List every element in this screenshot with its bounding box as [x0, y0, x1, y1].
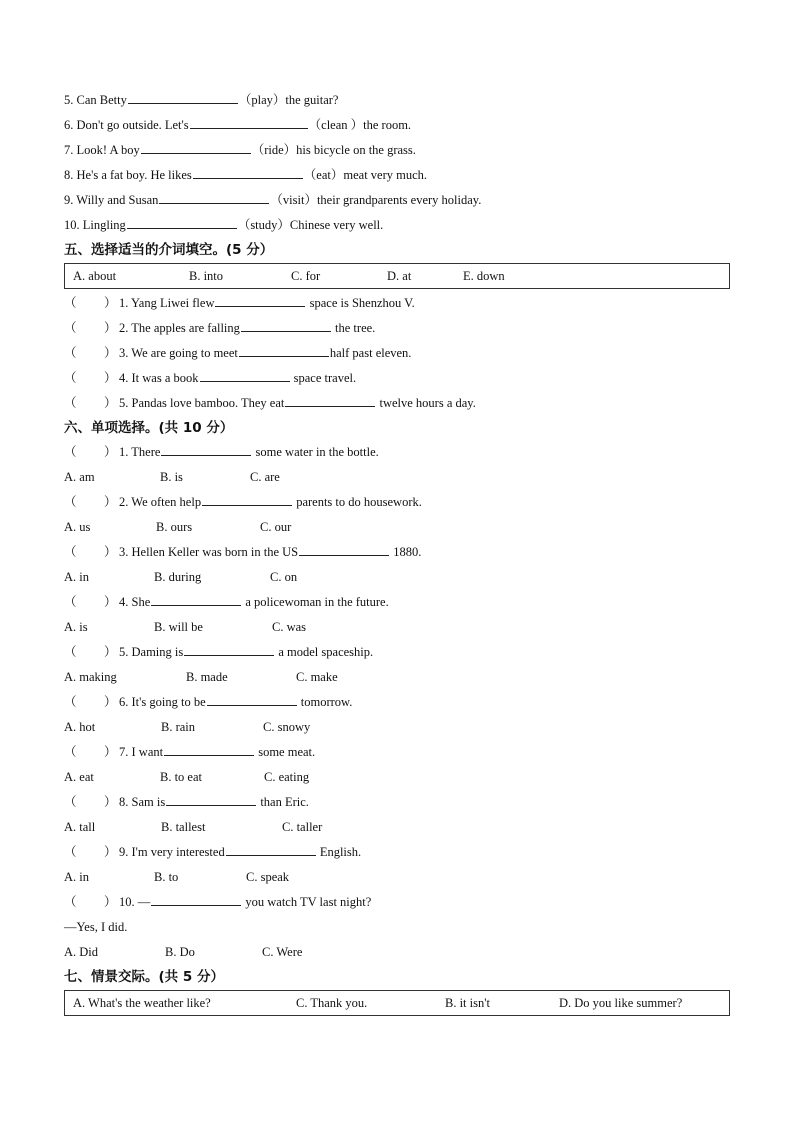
dialogue-option: C. Thank you. [296, 996, 368, 1010]
answer-paren-close: ） [104, 296, 117, 310]
s6-options-6 [64, 715, 730, 740]
answer-paren-open[interactable]: （ [64, 321, 77, 335]
option-c[interactable]: C. taller [282, 820, 323, 834]
question-text: space travel. [293, 371, 357, 385]
word-bank-option: A. about [73, 269, 117, 283]
s6-question-9 [64, 840, 730, 865]
fill-item-text: the guitar? [285, 93, 339, 107]
option-b[interactable]: B. to [154, 870, 179, 884]
option-b[interactable]: B. to eat [160, 770, 203, 784]
fill-item-6 [64, 113, 730, 138]
question-text: 5. Pandas love bamboo. They eat [119, 396, 285, 410]
s6-options-1 [64, 465, 730, 490]
question-text: some meat. [258, 745, 316, 759]
answer-blank[interactable] [226, 841, 316, 856]
option-a[interactable]: A. is [64, 620, 88, 634]
section-7-option-bank [64, 990, 730, 1016]
answer-paren-open[interactable]: （ [64, 595, 77, 609]
option-c[interactable]: C. eating [264, 770, 310, 784]
verb-hint: （play） [238, 93, 286, 107]
question-text: 4. It was a book [119, 371, 199, 385]
answer-paren-close: ） [104, 495, 117, 509]
fill-item-5 [64, 88, 730, 113]
option-a[interactable]: A. us [64, 520, 91, 534]
dialogue-option: A. What's the weather like? [73, 996, 211, 1010]
s6-question-3 [64, 540, 730, 565]
answer-paren-open[interactable]: （ [64, 845, 77, 859]
s6-question-6 [64, 690, 730, 715]
answer-blank[interactable] [151, 891, 241, 906]
option-b[interactable]: B. tallest [161, 820, 206, 834]
verb-hint: （visit） [270, 193, 317, 207]
fill-item-text: their grandparents every holiday. [316, 193, 482, 207]
answer-paren-open[interactable]: （ [64, 695, 77, 709]
s6-options-5 [64, 665, 730, 690]
fill-item-text: his bicycle on the grass. [296, 143, 416, 157]
dialogue-option: D. Do you like summer? [559, 996, 683, 1010]
question-text: 4. She [119, 595, 151, 609]
s6-options-8 [64, 815, 730, 840]
question-text: half past eleven. [329, 346, 412, 360]
option-b[interactable]: B. rain [161, 720, 196, 734]
option-c[interactable]: C. make [296, 670, 338, 684]
answer-blank[interactable] [127, 214, 237, 229]
verb-hint: （eat） [303, 168, 344, 182]
answer-paren-open[interactable]: （ [64, 745, 77, 759]
answer-paren-close: ） [104, 745, 117, 759]
question-text: 1880. [393, 545, 422, 559]
answer-paren-open[interactable]: （ [64, 545, 77, 559]
option-a[interactable]: A. am [64, 470, 95, 484]
question-text: a policewoman in the future. [245, 595, 389, 609]
question-text: space is Shenzhou V. [309, 296, 415, 310]
s6-options-7 [64, 765, 730, 790]
question-text: parents to do housework. [296, 495, 422, 509]
option-c[interactable]: C. are [250, 470, 280, 484]
answer-paren-close: ） [104, 545, 117, 559]
answer-paren-open[interactable]: （ [64, 371, 77, 385]
option-b[interactable]: B. during [154, 570, 202, 584]
s5-question-3 [64, 341, 730, 366]
s6-question-1 [64, 440, 730, 465]
question-text: 1. Yang Liwei flew [119, 296, 215, 310]
option-c[interactable]: C. on [270, 570, 298, 584]
question-text: 7. I want [119, 745, 164, 759]
s6-options-2 [64, 515, 730, 540]
question-text: a model spaceship. [278, 645, 374, 659]
s6-options-4 [64, 615, 730, 640]
answer-blank[interactable] [193, 164, 303, 179]
s6-question-2 [64, 490, 730, 515]
s6-answer-10: —Yes, I did. [64, 920, 128, 934]
s6-options-3 [64, 565, 730, 590]
word-bank-option: C. for [291, 269, 321, 283]
question-text: the tree. [335, 321, 376, 335]
question-text: 1. There [119, 445, 161, 459]
s6-question-7 [64, 740, 730, 765]
question-text: 3. We are going to meet [119, 346, 238, 360]
fill-item-text: 7. Look! A boy [64, 143, 140, 157]
answer-paren-open[interactable]: （ [64, 645, 77, 659]
option-a[interactable]: A. eat [64, 770, 94, 784]
answer-paren-open[interactable]: （ [64, 495, 77, 509]
answer-blank[interactable] [207, 691, 297, 706]
verb-hint: （clean ） [308, 118, 364, 132]
answer-paren-close: ） [104, 371, 117, 385]
fill-item-text: 9. Willy and Susan [64, 193, 159, 207]
s5-question-4 [64, 366, 730, 391]
answer-paren-open[interactable]: （ [64, 346, 77, 360]
fill-item-text: 5. Can Betty [64, 93, 127, 107]
answer-blank[interactable] [164, 741, 254, 756]
option-a[interactable]: A. making [64, 670, 117, 684]
option-c[interactable]: C. snowy [263, 720, 311, 734]
question-text: 2. We often help [119, 495, 202, 509]
answer-blank[interactable] [239, 342, 329, 357]
fill-item-8 [64, 163, 730, 188]
answer-paren-close: ） [104, 321, 117, 335]
s6-options-10 [64, 940, 730, 965]
question-text: 6. It's going to be [119, 695, 206, 709]
question-text: tomorrow. [300, 695, 353, 709]
verb-hint: （study） [237, 218, 290, 232]
answer-paren-close: ） [104, 445, 117, 459]
answer-paren-close: ） [104, 695, 117, 709]
question-text: some water in the bottle. [255, 445, 379, 459]
answer-blank[interactable] [128, 89, 238, 104]
word-bank-option: E. down [463, 269, 505, 283]
question-text: than Eric. [260, 795, 309, 809]
option-a[interactable]: A. in [64, 870, 89, 884]
answer-blank[interactable] [285, 392, 375, 407]
answer-paren-close: ） [104, 795, 117, 809]
answer-blank[interactable] [241, 317, 331, 332]
question-text: 9. I'm very interested [119, 845, 225, 859]
question-text: twelve hours a day. [379, 396, 476, 410]
question-text: 8. Sam is [119, 795, 166, 809]
worksheet-page [64, 88, 730, 1018]
option-b[interactable]: B. will be [154, 620, 203, 634]
question-text: 2. The apples are falling [119, 321, 240, 335]
answer-paren-open[interactable]: （ [64, 296, 77, 310]
verb-hint: （ride） [251, 143, 297, 157]
s6-question-10 [64, 890, 730, 915]
option-a[interactable]: A. hot [64, 720, 96, 734]
answer-blank[interactable] [166, 791, 256, 806]
answer-blank[interactable] [161, 441, 251, 456]
answer-blank[interactable] [215, 292, 305, 307]
answer-blank[interactable] [159, 189, 269, 204]
answer-paren-close: ） [104, 595, 117, 609]
question-text: 3. Hellen Keller was born in the US [119, 545, 299, 559]
fill-item-text: meat very much. [343, 168, 428, 182]
answer-blank[interactable] [200, 367, 290, 382]
option-b[interactable]: B. ours [156, 520, 193, 534]
answer-blank[interactable] [141, 139, 251, 154]
option-c[interactable]: C. our [260, 520, 292, 534]
question-text: 5. Daming is [119, 645, 184, 659]
s6-question-8 [64, 790, 730, 815]
answer-paren-close: ） [104, 895, 117, 909]
fill-item-10 [64, 213, 730, 238]
fill-item-text: Chinese very well. [289, 218, 384, 232]
word-bank-option: B. into [189, 269, 224, 283]
fill-item-text: 10. Lingling [64, 218, 126, 232]
question-text: you watch TV last night? [245, 895, 372, 909]
word-bank-option: D. at [387, 269, 412, 283]
answer-blank[interactable] [299, 541, 389, 556]
s5-question-2 [64, 316, 730, 341]
option-c[interactable]: C. was [272, 620, 307, 634]
section-5-title: 五、选择适当的介词填空。(5 分） [64, 242, 274, 258]
fill-item-text: 8. He's a fat boy. He likes [64, 168, 192, 182]
s5-question-1 [64, 291, 730, 316]
s5-question-5 [64, 391, 730, 416]
answer-paren-close: ） [104, 645, 117, 659]
option-c[interactable]: C. Were [262, 945, 303, 959]
s6-question-5 [64, 640, 730, 665]
answer-paren-open[interactable]: （ [64, 396, 77, 410]
dialogue-option: B. it isn't [445, 996, 490, 1010]
s6-options-9 [64, 865, 730, 890]
answer-blank[interactable] [190, 114, 308, 129]
fill-item-text: 6. Don't go outside. Let's [64, 118, 189, 132]
section-6-title: 六、单项选择。(共 10 分） [64, 420, 234, 436]
question-text: 10. — [119, 895, 151, 909]
fill-item-7 [64, 138, 730, 163]
answer-paren-close: ） [104, 845, 117, 859]
answer-paren-open[interactable]: （ [64, 895, 77, 909]
option-b[interactable]: B. Do [165, 945, 195, 959]
answer-blank[interactable] [184, 641, 274, 656]
answer-paren-open[interactable]: （ [64, 795, 77, 809]
answer-blank[interactable] [202, 491, 292, 506]
section-5-word-bank [64, 263, 730, 289]
option-a[interactable]: A. tall [64, 820, 96, 834]
s6-question-4 [64, 590, 730, 615]
answer-paren-open[interactable]: （ [64, 445, 77, 459]
answer-paren-close: ） [104, 396, 117, 410]
option-c[interactable]: C. speak [246, 870, 290, 884]
fill-item-9 [64, 188, 730, 213]
fill-item-text: the room. [363, 118, 412, 132]
answer-paren-close: ） [104, 346, 117, 360]
option-a[interactable]: A. in [64, 570, 89, 584]
option-a[interactable]: A. Did [64, 945, 99, 959]
answer-blank[interactable] [151, 591, 241, 606]
section-7-title: 七、情景交际。(共 5 分） [64, 969, 224, 985]
option-b[interactable]: B. is [160, 470, 183, 484]
option-b[interactable]: B. made [186, 670, 228, 684]
question-text: English. [319, 845, 362, 859]
